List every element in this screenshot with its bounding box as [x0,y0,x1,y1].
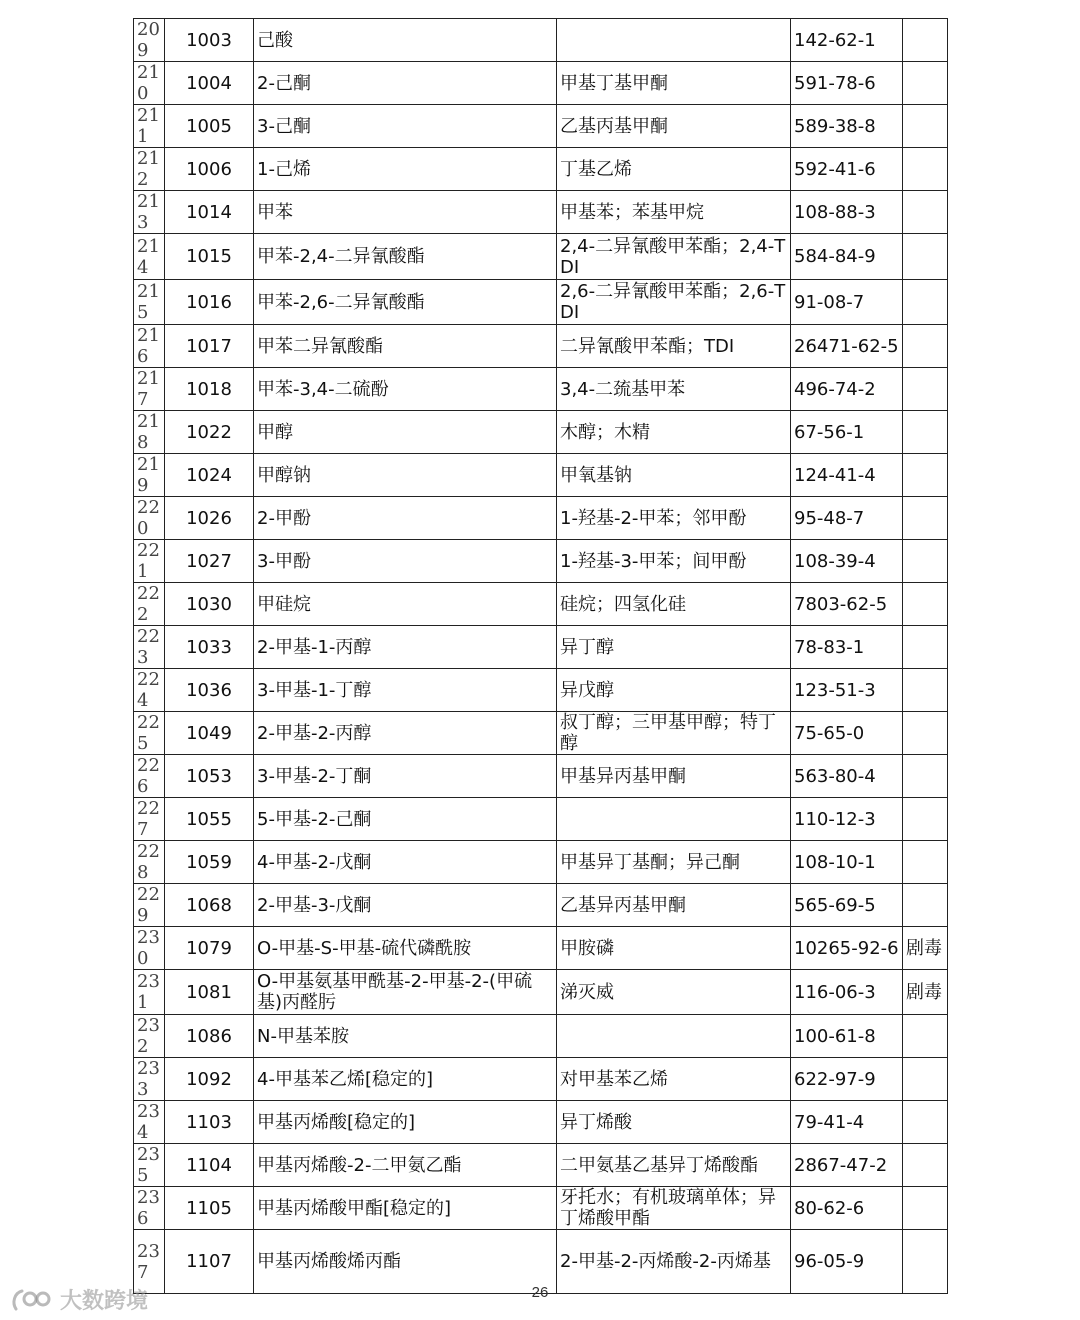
cell-chemical-name: 3-甲基-1-丁醇 [254,669,557,712]
cell-chemical-name: 甲苯-2,6-二异氰酸酯 [254,280,557,325]
cell-un-number: 1081 [165,970,254,1015]
table-row [134,1058,948,1101]
cell-cas-number: 565-69-5 [791,884,903,927]
cell-chemical-name: 5-甲基-2-己酮 [254,798,557,841]
cell-cas-number: 496-74-2 [791,368,903,411]
cell-note [903,712,948,755]
cell-alias: 1-羟基-3-甲苯；间甲酚 [557,540,791,583]
cell-un-number: 1022 [165,411,254,454]
cell-note [903,368,948,411]
cell-alias: 甲基异丁基酮；异己酮 [557,841,791,884]
cell-note [903,454,948,497]
cell-note [903,1058,948,1101]
cell-un-number: 1016 [165,280,254,325]
cell-cas-number: 7803-62-5 [791,583,903,626]
cell-sequence: 233 [134,1058,165,1101]
cell-alias: 二异氰酸甲苯酯；TDI [557,325,791,368]
cell-chemical-name: 甲基丙烯酸甲酯[稳定的] [254,1187,557,1230]
cell-sequence: 212 [134,148,165,191]
chemical-table [133,18,948,1294]
cell-un-number: 1026 [165,497,254,540]
cell-alias: 乙基丙基甲酮 [557,105,791,148]
cell-alias: 叔丁醇；三甲基甲醇；特丁醇 [557,712,791,755]
cell-alias: 丁基乙烯 [557,148,791,191]
cell-sequence: 216 [134,325,165,368]
cell-alias: 2,6-二异氰酸甲苯酯；2,6-TDI [557,280,791,325]
cell-un-number: 1053 [165,755,254,798]
cell-sequence: 211 [134,105,165,148]
cell-cas-number: 10265-92-6 [791,927,903,970]
cell-cas-number: 100-61-8 [791,1015,903,1058]
cell-alias: 牙托水；有机玻璃单体；异丁烯酸甲酯 [557,1187,791,1230]
cell-alias: 乙基异丙基甲酮 [557,884,791,927]
cell-chemical-name: 甲基丙烯酸-2-二甲氨乙酯 [254,1144,557,1187]
cell-sequence: 217 [134,368,165,411]
cell-note [903,497,948,540]
cell-alias: 硅烷；四氢化硅 [557,583,791,626]
cell-un-number: 1030 [165,583,254,626]
cell-note [903,884,948,927]
cell-chemical-name: N-甲基苯胺 [254,1015,557,1058]
table-row [134,325,948,368]
cell-sequence: 226 [134,755,165,798]
cell-cas-number: 124-41-4 [791,454,903,497]
cell-un-number: 1033 [165,626,254,669]
cell-cas-number: 591-78-6 [791,62,903,105]
cell-alias: 甲基异丙基甲酮 [557,755,791,798]
watermark-text: 大数跨境 [60,1289,149,1314]
cell-cas-number: 108-39-4 [791,540,903,583]
cell-sequence: 237 [134,1230,165,1294]
cell-un-number: 1015 [165,234,254,280]
cell-alias: 3,4-二巯基甲苯 [557,368,791,411]
cell-note [903,280,948,325]
table-row [134,234,948,280]
cell-cas-number: 108-88-3 [791,191,903,234]
cell-un-number: 1055 [165,798,254,841]
cell-sequence: 214 [134,234,165,280]
table-row [134,970,948,1015]
table-row [134,841,948,884]
cell-chemical-name: O-甲基氨基甲酰基-2-甲基-2-(甲硫基)丙醛肟 [254,970,557,1015]
table-row [134,884,948,927]
cell-un-number: 1107 [165,1230,254,1294]
cell-note [903,105,948,148]
table-row [134,191,948,234]
cell-chemical-name: 己酸 [254,19,557,62]
cell-alias: 异丁烯酸 [557,1101,791,1144]
cell-alias: 二甲氨基乙基异丁烯酸酯 [557,1144,791,1187]
table-row [134,454,948,497]
cell-note [903,798,948,841]
cell-note [903,669,948,712]
chemical-table-body [134,19,948,1294]
cell-cas-number: 584-84-9 [791,234,903,280]
cell-note [903,325,948,368]
cell-un-number: 1003 [165,19,254,62]
cell-cas-number: 592-41-6 [791,148,903,191]
cell-un-number: 1036 [165,669,254,712]
cell-sequence: 229 [134,884,165,927]
cell-sequence: 228 [134,841,165,884]
cell-sequence: 222 [134,583,165,626]
cell-note [903,234,948,280]
cell-un-number: 1079 [165,927,254,970]
cell-un-number: 1005 [165,105,254,148]
cell-un-number: 1017 [165,325,254,368]
cell-un-number: 1027 [165,540,254,583]
table-row [134,1101,948,1144]
cell-chemical-name: 4-甲基-2-戊酮 [254,841,557,884]
cell-alias: 2,4-二异氰酸甲苯酯；2,4-TDI [557,234,791,280]
cell-chemical-name: 2-甲基-1-丙醇 [254,626,557,669]
cell-alias: 甲基苯；苯基甲烷 [557,191,791,234]
cell-sequence: 225 [134,712,165,755]
cell-alias: 2-甲基-2-丙烯酸-2-丙烯基 [557,1230,791,1294]
cell-chemical-name: 甲硅烷 [254,583,557,626]
cell-sequence: 235 [134,1144,165,1187]
cell-un-number: 1092 [165,1058,254,1101]
cell-cas-number: 116-06-3 [791,970,903,1015]
cell-alias [557,798,791,841]
table-row [134,626,948,669]
table-row [134,497,948,540]
cell-note [903,191,948,234]
table-row [134,280,948,325]
table-row [134,411,948,454]
cell-un-number: 1059 [165,841,254,884]
page-number: 26 [531,1284,549,1301]
cell-cas-number: 589-38-8 [791,105,903,148]
cell-alias: 对甲基苯乙烯 [557,1058,791,1101]
cell-alias: 甲基丁基甲酮 [557,62,791,105]
cell-un-number: 1105 [165,1187,254,1230]
cell-sequence: 218 [134,411,165,454]
cell-chemical-name: 3-甲基-2-丁酮 [254,755,557,798]
cell-cas-number: 80-62-6 [791,1187,903,1230]
cell-un-number: 1004 [165,62,254,105]
cell-chemical-name: O-甲基-S-甲基-硫代磷酰胺 [254,927,557,970]
table-row [134,798,948,841]
cell-un-number: 1104 [165,1144,254,1187]
cell-cas-number: 2867-47-2 [791,1144,903,1187]
cell-sequence: 221 [134,540,165,583]
cell-cas-number: 96-05-9 [791,1230,903,1294]
cell-note [903,1144,948,1187]
cell-chemical-name: 甲苯 [254,191,557,234]
cell-alias: 涕灭威 [557,970,791,1015]
cell-chemical-name: 2-甲基-3-戊酮 [254,884,557,927]
cell-cas-number: 95-48-7 [791,497,903,540]
cell-cas-number: 110-12-3 [791,798,903,841]
cell-note [903,19,948,62]
cell-chemical-name: 3-甲酚 [254,540,557,583]
cell-alias: 甲氧基钠 [557,454,791,497]
cell-alias [557,1015,791,1058]
cell-note [903,62,948,105]
cell-note [903,411,948,454]
cell-chemical-name: 甲醇钠 [254,454,557,497]
cell-un-number: 1018 [165,368,254,411]
cell-cas-number: 142-62-1 [791,19,903,62]
cell-chemical-name: 甲苯-3,4-二硫酚 [254,368,557,411]
cell-cas-number: 123-51-3 [791,669,903,712]
table-row [134,148,948,191]
cell-sequence: 213 [134,191,165,234]
cell-cas-number: 78-83-1 [791,626,903,669]
cell-note [903,148,948,191]
cell-chemical-name: 甲醇 [254,411,557,454]
cell-sequence: 227 [134,798,165,841]
cell-alias: 异戊醇 [557,669,791,712]
table-row [134,19,948,62]
cell-chemical-name: 甲基丙烯酸[稳定的] [254,1101,557,1144]
table-row [134,1144,948,1187]
cell-un-number: 1024 [165,454,254,497]
cell-sequence: 215 [134,280,165,325]
cell-note [903,583,948,626]
cell-note: 剧毒 [903,927,948,970]
table-row [134,1015,948,1058]
cell-un-number: 1014 [165,191,254,234]
cell-cas-number: 79-41-4 [791,1101,903,1144]
cell-chemical-name: 甲基丙烯酸烯丙酯 [254,1230,557,1294]
cell-chemical-name: 4-甲基苯乙烯[稳定的] [254,1058,557,1101]
cell-chemical-name: 3-己酮 [254,105,557,148]
cell-alias: 异丁醇 [557,626,791,669]
chemical-list-sheet [133,18,947,1294]
cell-chemical-name: 甲苯二异氰酸酯 [254,325,557,368]
cell-chemical-name: 甲苯-2,4-二异氰酸酯 [254,234,557,280]
cell-note [903,626,948,669]
table-row [134,1187,948,1230]
table-row [134,62,948,105]
cell-un-number: 1006 [165,148,254,191]
cell-alias: 1-羟基-2-甲苯；邻甲酚 [557,497,791,540]
cell-cas-number: 67-56-1 [791,411,903,454]
cell-chemical-name: 2-甲基-2-丙醇 [254,712,557,755]
cell-sequence: 209 [134,19,165,62]
cell-un-number: 1103 [165,1101,254,1144]
table-row [134,712,948,755]
cell-sequence: 223 [134,626,165,669]
cell-note [903,841,948,884]
cell-note [903,1101,948,1144]
cell-un-number: 1049 [165,712,254,755]
cell-note [903,1187,948,1230]
cell-alias [557,19,791,62]
table-row [134,927,948,970]
table-row [134,583,948,626]
cell-cas-number: 108-10-1 [791,841,903,884]
cell-note [903,1015,948,1058]
table-row [134,540,948,583]
cell-note: 剧毒 [903,970,948,1015]
cell-cas-number: 563-80-4 [791,755,903,798]
cell-un-number: 1086 [165,1015,254,1058]
cell-sequence: 232 [134,1015,165,1058]
cell-sequence: 224 [134,669,165,712]
cell-cas-number: 91-08-7 [791,280,903,325]
cell-alias: 木醇；木精 [557,411,791,454]
cell-chemical-name: 2-己酮 [254,62,557,105]
cell-sequence: 230 [134,927,165,970]
cell-sequence: 210 [134,62,165,105]
cell-cas-number: 75-65-0 [791,712,903,755]
table-row [134,105,948,148]
cell-sequence: 231 [134,970,165,1015]
table-row [134,755,948,798]
cell-un-number: 1068 [165,884,254,927]
cell-alias: 甲胺磷 [557,927,791,970]
cell-sequence: 220 [134,497,165,540]
table-row [134,669,948,712]
cell-sequence: 236 [134,1187,165,1230]
cell-note [903,540,948,583]
cell-cas-number: 26471-62-5 [791,325,903,368]
cell-chemical-name: 2-甲酚 [254,497,557,540]
table-row [134,368,948,411]
cell-sequence: 234 [134,1101,165,1144]
cell-cas-number: 622-97-9 [791,1058,903,1101]
cell-sequence: 219 [134,454,165,497]
cell-note [903,755,948,798]
cell-chemical-name: 1-己烯 [254,148,557,191]
